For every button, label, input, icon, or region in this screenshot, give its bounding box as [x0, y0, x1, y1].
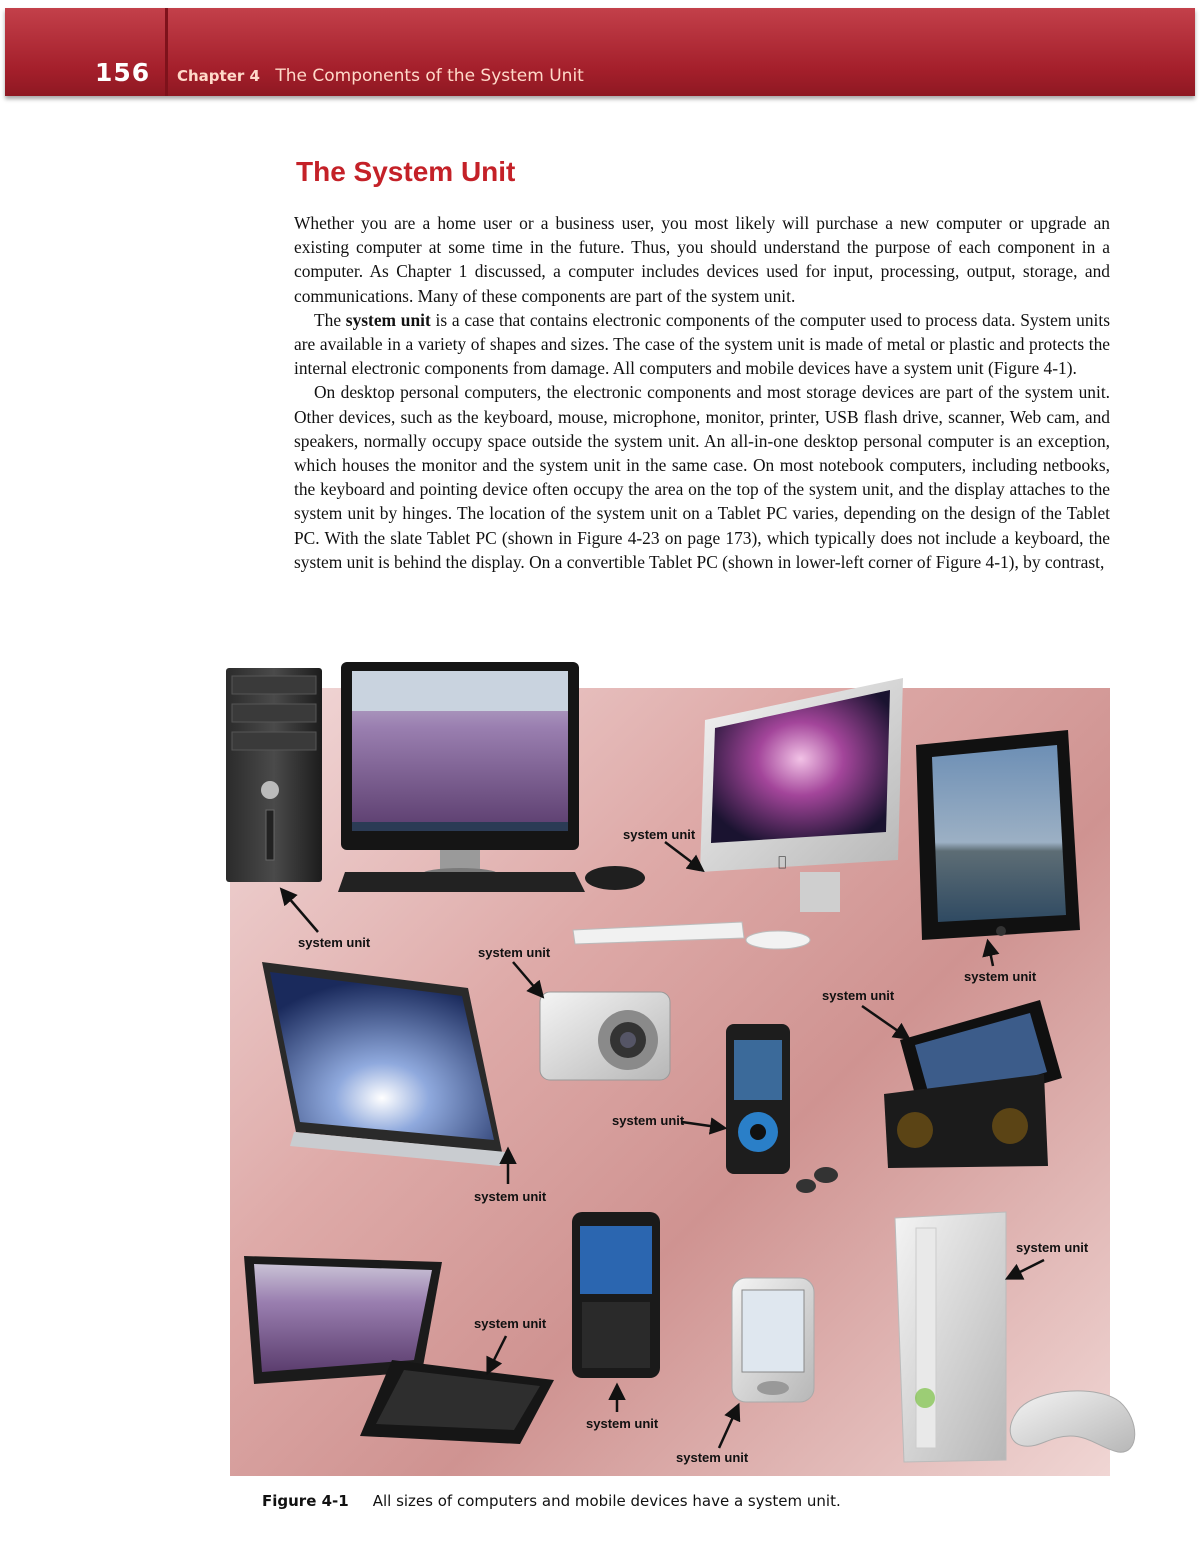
- svg-text:: [778, 854, 786, 870]
- convertible-tablet-pc: [244, 1256, 554, 1444]
- chapter-label: Chapter 4: [177, 67, 260, 85]
- portable-media-player: [726, 1024, 838, 1193]
- figure-number: Figure 4-1: [262, 1492, 349, 1510]
- callout-label-media-player: system unit: [612, 1113, 685, 1128]
- all-in-one-computer: [573, 678, 903, 949]
- paragraph-2-start: The: [314, 309, 346, 330]
- callout-label-pda: system unit: [676, 1450, 749, 1465]
- handheld-game-console: [884, 1000, 1062, 1168]
- smartphone: [572, 1212, 660, 1378]
- key-term-system-unit: system unit: [345, 309, 431, 330]
- game-console: [895, 1212, 1135, 1462]
- notebook-computer: [262, 962, 506, 1166]
- figure-caption: [262, 1492, 841, 1510]
- digital-camera: [540, 992, 670, 1080]
- callout-label-notebook: system unit: [474, 1189, 547, 1204]
- callout-label-smartphone: system unit: [586, 1416, 659, 1431]
- page-number: 156: [95, 58, 151, 87]
- callout-label-game-console: system unit: [1016, 1240, 1089, 1255]
- paragraph-3: On desktop personal computers, the electronic components and most storage devices are part of the system unit. Other devices, such as the keyboard, mouse, microphone, monitor, printer, USB flash drive, scanner, Web cam, and speakers, normally occupy space outside the system unit. An all-in-one desktop personal computer is an exception, which houses the monitor and the system unit in the same case. On most notebook computers, including netbooks, the keyboard and pointing device often occupy the area on the top of the system unit, and the display attaches to the system unit by hinges. The location of the system unit on a Tablet PC varies, depending on the design of the Tablet PC. With the slate Tablet PC (shown in Figure 4-23 on page 173), which typically does not include a keyboard, the system unit is behind the display. On a convertible Tablet PC (shown in lower-left corner of Figure 4-1), by contrast,: [294, 382, 1110, 572]
- tower-computer: [226, 668, 322, 882]
- tablet-device: [916, 730, 1080, 940]
- callout-label-camera: system unit: [478, 945, 551, 960]
- callout-label-tower: system unit: [298, 935, 371, 950]
- callout-label-tablet: system unit: [964, 969, 1037, 984]
- paragraph-2-rest: is a case that contains electronic components of the computer used to process data. System units are available in a variety of shapes and sizes. The case of the system unit is made of metal or plastic and protects the internal electronic components from damage. All computers and mobile devices have a system unit (Figure 4-1).: [294, 309, 1110, 379]
- figure-caption-text: All sizes of computers and mobile devices have a system unit.: [372, 1492, 841, 1510]
- pda-device: [732, 1278, 814, 1402]
- section-title: The System Unit: [296, 156, 516, 187]
- callout-label-handheld-game: system unit: [822, 988, 895, 1003]
- chapter-title: The Components of the System Unit: [275, 66, 584, 86]
- callout-label-all-in-one: system unit: [623, 827, 696, 842]
- paragraph-1: Whether you are a home user or a business user, you most likely will purchase a new computer or upgrade an existing computer at some time in the future. Thus, you should understand the purpose of each component in a computer. As Chapter 1 discussed, a computer includes devices used for input, processing, output, storage, and communications. Many of these components are part of the system unit.: [294, 213, 1110, 306]
- desktop-monitor: [338, 662, 645, 892]
- callout-label-tablet-pc: system unit: [474, 1316, 547, 1331]
